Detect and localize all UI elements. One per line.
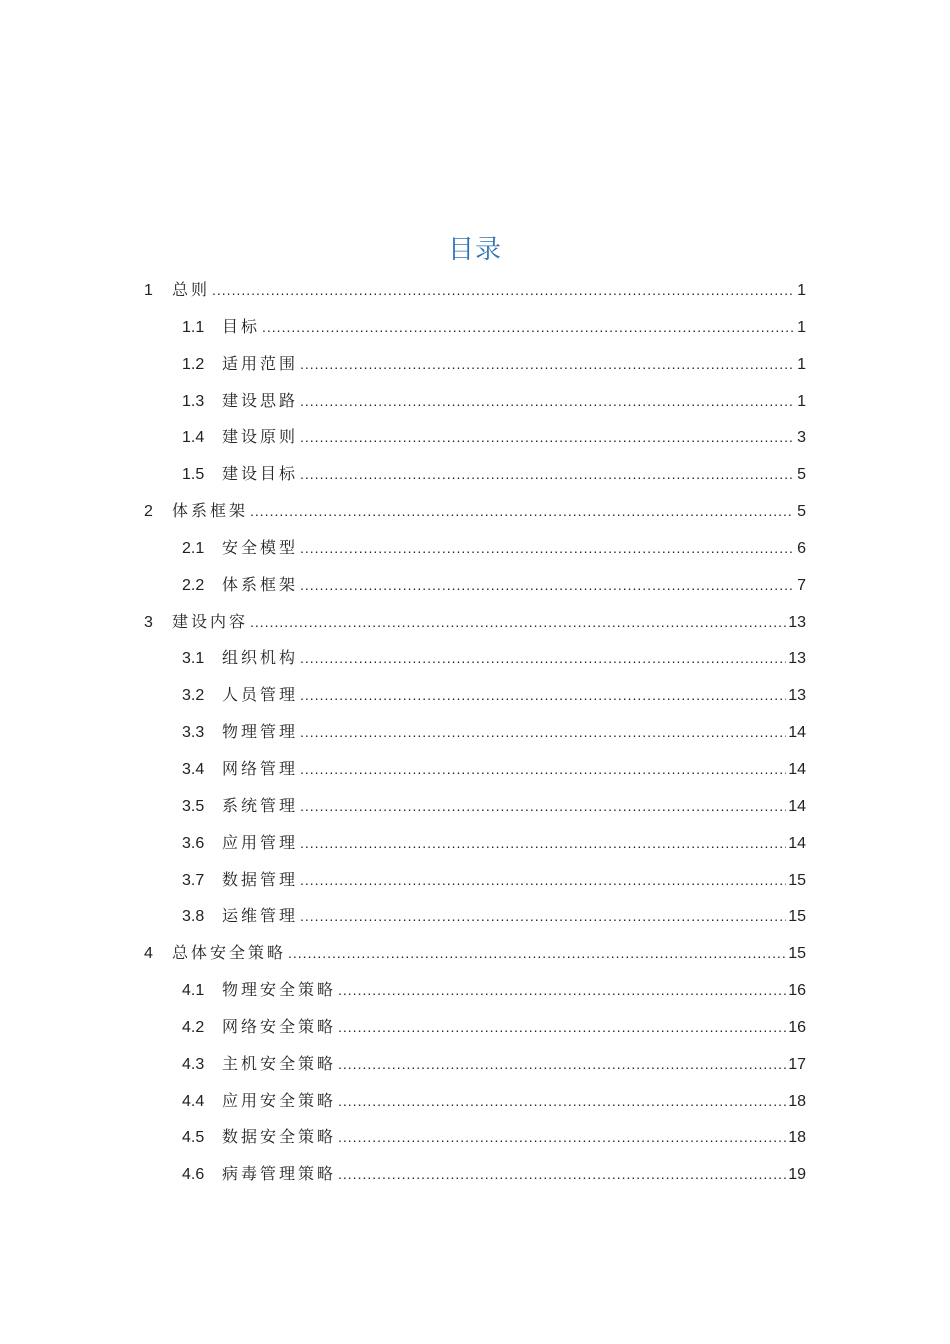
toc-dot-leader bbox=[300, 567, 794, 603]
toc-subsection-entry[interactable] bbox=[144, 714, 806, 751]
toc-dot-leader bbox=[300, 677, 786, 713]
toc-entry-label: 适用范围 bbox=[222, 353, 299, 373]
toc-dot-leader bbox=[300, 530, 794, 566]
toc-dot-leader bbox=[338, 1119, 786, 1155]
toc-entry-page-number: 13 bbox=[788, 687, 806, 705]
toc-section-entry[interactable] bbox=[144, 493, 806, 530]
toc-dot-leader bbox=[300, 419, 794, 455]
table-of-contents bbox=[144, 272, 806, 1193]
toc-entry-label: 运维管理 bbox=[222, 906, 299, 926]
toc-entry-number: 4 bbox=[144, 945, 153, 963]
toc-entry-number: 1.5 bbox=[182, 466, 205, 484]
toc-entry-number: 3.7 bbox=[182, 871, 205, 889]
toc-entry-label: 体系框架 bbox=[222, 574, 299, 594]
toc-dot-leader bbox=[288, 935, 786, 971]
toc-title: 目录 bbox=[447, 235, 502, 265]
toc-subsection-entry[interactable] bbox=[144, 383, 806, 420]
toc-dot-leader bbox=[300, 346, 794, 382]
toc-subsection-entry[interactable] bbox=[144, 898, 806, 935]
toc-subsection-entry[interactable] bbox=[144, 751, 806, 788]
toc-entry-page-number: 5 bbox=[797, 503, 806, 521]
toc-subsection-entry[interactable] bbox=[144, 1156, 806, 1193]
toc-entry-page-number: 14 bbox=[788, 724, 806, 742]
toc-subsection-entry[interactable] bbox=[144, 1119, 806, 1156]
toc-entry-page-number: 5 bbox=[797, 466, 806, 484]
toc-dot-leader bbox=[250, 604, 786, 640]
toc-dot-leader bbox=[300, 898, 786, 934]
toc-entry-page-number: 3 bbox=[797, 429, 806, 447]
toc-dot-leader bbox=[338, 1046, 786, 1082]
toc-entry-number: 3.5 bbox=[182, 797, 205, 815]
toc-section-entry[interactable] bbox=[144, 604, 806, 641]
toc-dot-leader bbox=[300, 640, 786, 676]
toc-subsection-entry[interactable] bbox=[144, 640, 806, 677]
toc-entry-page-number: 13 bbox=[788, 613, 806, 631]
toc-subsection-entry[interactable] bbox=[144, 862, 806, 899]
toc-entry-page-number: 13 bbox=[788, 650, 806, 668]
toc-entry-number: 1.3 bbox=[182, 392, 205, 410]
toc-entry-number: 1.2 bbox=[182, 355, 205, 373]
toc-entry-number: 3.8 bbox=[182, 908, 205, 926]
toc-entry-label: 主机安全策略 bbox=[222, 1053, 337, 1073]
toc-entry-page-number: 14 bbox=[788, 834, 806, 852]
toc-entry-number: 1.4 bbox=[182, 429, 205, 447]
toc-entry-label: 目标 bbox=[222, 316, 261, 336]
toc-entry-number: 3.2 bbox=[182, 687, 205, 705]
toc-subsection-entry[interactable] bbox=[144, 419, 806, 456]
toc-entry-number: 3 bbox=[144, 613, 153, 631]
toc-entry-page-number: 16 bbox=[788, 1018, 806, 1036]
toc-dot-leader bbox=[338, 972, 786, 1008]
toc-subsection-entry[interactable] bbox=[144, 1009, 806, 1046]
toc-entry-label: 总则 bbox=[172, 280, 211, 299]
toc-dot-leader bbox=[338, 1009, 786, 1045]
toc-entry-page-number: 1 bbox=[797, 282, 806, 299]
toc-entry-label: 物理安全策略 bbox=[222, 980, 337, 1000]
toc-entry-page-number: 19 bbox=[788, 1166, 806, 1184]
toc-entry-label: 物理管理 bbox=[222, 722, 299, 742]
toc-entry-page-number: 1 bbox=[797, 318, 806, 336]
toc-entry-label: 应用安全策略 bbox=[222, 1090, 337, 1110]
toc-entry-label: 数据安全策略 bbox=[222, 1127, 337, 1147]
toc-entry-page-number: 1 bbox=[797, 355, 806, 373]
toc-entry-label: 病毒管理策略 bbox=[222, 1164, 337, 1184]
toc-subsection-entry[interactable] bbox=[144, 456, 806, 493]
toc-entry-number: 4.1 bbox=[182, 982, 205, 1000]
toc-entry-number: 4.6 bbox=[182, 1166, 205, 1184]
toc-section-entry[interactable] bbox=[144, 935, 806, 972]
toc-dot-leader bbox=[250, 493, 794, 529]
toc-entry-number: 2.1 bbox=[182, 539, 205, 557]
toc-dot-leader bbox=[300, 862, 786, 898]
toc-entry-page-number: 18 bbox=[788, 1092, 806, 1110]
toc-subsection-entry[interactable] bbox=[144, 530, 806, 567]
toc-section-entry[interactable] bbox=[144, 272, 806, 309]
toc-entry-number: 3.4 bbox=[182, 760, 205, 778]
toc-entry-page-number: 16 bbox=[788, 982, 806, 1000]
toc-entry-number: 4.2 bbox=[182, 1018, 205, 1036]
toc-entry-number: 1 bbox=[144, 282, 153, 299]
toc-entry-page-number: 18 bbox=[788, 1129, 806, 1147]
toc-dot-leader bbox=[338, 1083, 786, 1119]
toc-entry-label: 组织机构 bbox=[222, 648, 299, 668]
toc-subsection-entry[interactable] bbox=[144, 972, 806, 1009]
toc-entry-number: 3.1 bbox=[182, 650, 205, 668]
toc-entry-label: 应用管理 bbox=[222, 832, 299, 852]
toc-entry-number: 1.1 bbox=[182, 318, 205, 336]
toc-entry-label: 系统管理 bbox=[222, 795, 299, 815]
toc-dot-leader bbox=[300, 456, 794, 492]
toc-dot-leader bbox=[300, 383, 794, 419]
toc-entry-page-number: 17 bbox=[788, 1055, 806, 1073]
toc-entry-label: 建设原则 bbox=[222, 427, 299, 447]
toc-entry-number: 2.2 bbox=[182, 576, 205, 594]
toc-entry-label: 总体安全策略 bbox=[172, 943, 287, 963]
toc-entry-page-number: 15 bbox=[788, 908, 806, 926]
toc-dot-leader bbox=[300, 714, 786, 750]
toc-dot-leader bbox=[300, 788, 786, 824]
toc-entry-label: 建设思路 bbox=[222, 390, 299, 410]
toc-subsection-entry[interactable] bbox=[144, 567, 806, 604]
toc-subsection-entry[interactable] bbox=[144, 346, 806, 383]
toc-subsection-entry[interactable] bbox=[144, 825, 806, 862]
toc-entry-number: 3.3 bbox=[182, 724, 205, 742]
toc-entry-label: 体系框架 bbox=[172, 501, 249, 521]
toc-entry-number: 4.4 bbox=[182, 1092, 205, 1110]
toc-entry-page-number: 14 bbox=[788, 797, 806, 815]
toc-entry-label: 建设内容 bbox=[172, 611, 249, 631]
toc-entry-page-number: 15 bbox=[788, 871, 806, 889]
toc-dot-leader bbox=[212, 272, 794, 308]
toc-subsection-entry[interactable] bbox=[144, 677, 806, 714]
toc-subsection-entry[interactable] bbox=[144, 1083, 806, 1120]
toc-entry-number: 4.5 bbox=[182, 1129, 205, 1147]
toc-entry-label: 安全模型 bbox=[222, 537, 299, 557]
toc-entry-page-number: 15 bbox=[788, 945, 806, 963]
toc-subsection-entry[interactable] bbox=[144, 309, 806, 346]
toc-entry-number: 3.6 bbox=[182, 834, 205, 852]
toc-entry-label: 建设目标 bbox=[222, 464, 299, 484]
toc-entry-page-number: 14 bbox=[788, 760, 806, 778]
toc-entry-page-number: 1 bbox=[797, 392, 806, 410]
toc-entry-page-number: 6 bbox=[797, 539, 806, 557]
toc-entry-number: 4.3 bbox=[182, 1055, 205, 1073]
toc-dot-leader bbox=[300, 825, 786, 861]
toc-entry-page-number: 7 bbox=[797, 576, 806, 594]
toc-subsection-entry[interactable] bbox=[144, 1046, 806, 1083]
toc-dot-leader bbox=[262, 309, 794, 345]
toc-subsection-entry[interactable] bbox=[144, 788, 806, 825]
toc-entry-label: 网络安全策略 bbox=[222, 1016, 337, 1036]
toc-entry-number: 2 bbox=[144, 503, 153, 521]
toc-dot-leader bbox=[300, 751, 786, 787]
toc-entry-label: 人员管理 bbox=[222, 685, 299, 705]
toc-entry-label: 网络管理 bbox=[222, 758, 299, 778]
toc-dot-leader bbox=[338, 1156, 786, 1192]
toc-entry-label: 数据管理 bbox=[222, 869, 299, 889]
